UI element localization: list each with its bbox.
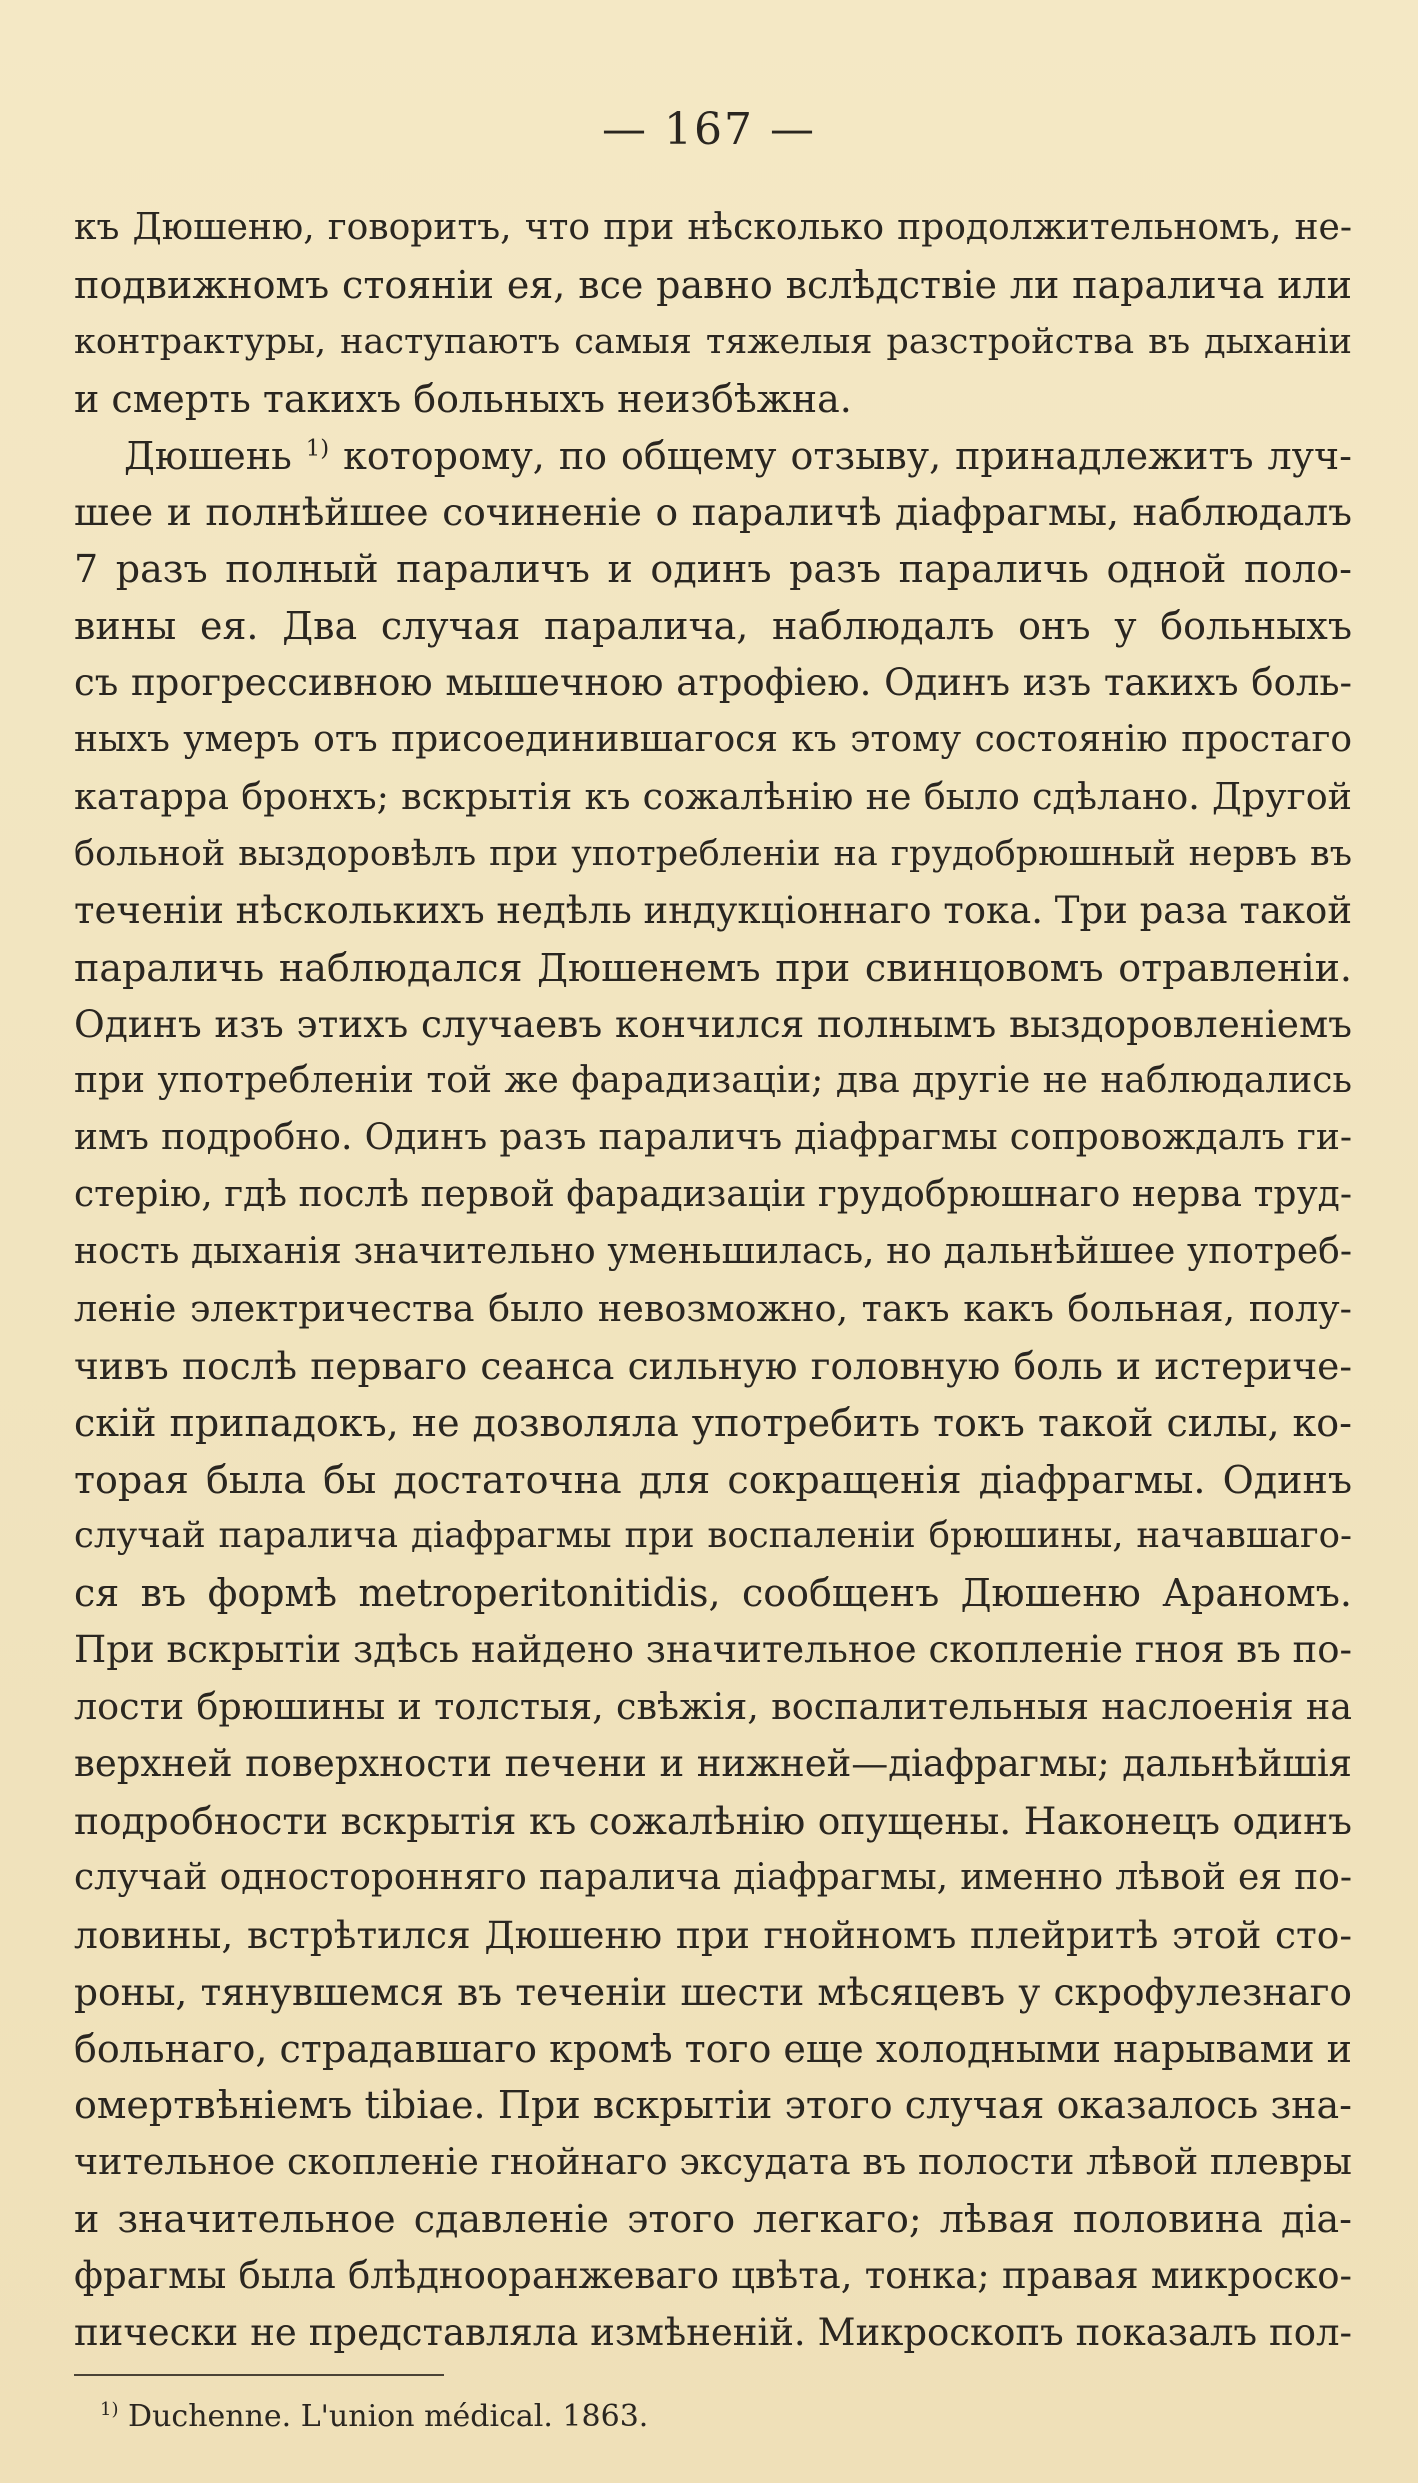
text-line: больнаго, страдавшаго кромѣ того еще холодными нарывами и <box>74 2026 1352 2071</box>
page-number: — 167 — <box>602 104 816 155</box>
text-line: лости брюшины и толстыя, свѣжія, воспалительныя наслоенія на <box>74 1685 1352 1729</box>
text-line: При вскрытіи здѣсь найдено значительное скопленіе гноя въ по- <box>74 1628 1352 1672</box>
text-line: омертвѣніемъ tibiae. При вскрытіи этого случая оказалось зна- <box>74 2083 1352 2128</box>
text-line: и смерть такихъ больныхъ неизбѣжна. <box>74 376 852 421</box>
text-line: ловины, встрѣтился Дюшеню при гнойномъ плейритѣ этой сто- <box>74 1912 1352 1957</box>
text-line: при употребленіи той же фарадизаціи; два другіе не наблюдались <box>74 1060 1352 1102</box>
body-text <box>74 200 1352 2362</box>
author-name: Дюшень <box>124 433 292 478</box>
text-line: случай паралича діафрагмы при воспаленіи брюшины, начавшаго- <box>74 1515 1352 1557</box>
text-line: вины ея. Два случая паралича, наблюдалъ онъ у больныхъ <box>74 604 1352 649</box>
text-line: скій припадокъ, не дозволяла употребить токъ такой силы, ко- <box>74 1400 1352 1445</box>
text-line: стерію, гдѣ послѣ первой фарадизаціи грудобрюшнаго нерва труд- <box>74 1174 1352 1216</box>
text-line: подвижномъ стояніи ея, все равно вслѣдствіе ли паралича или <box>74 262 1352 307</box>
text-line: пически не представляла измѣненій. Микроскопъ показалъ пол- <box>74 2310 1352 2354</box>
text-line: съ прогрессивною мышечною атрофіею. Одинъ изъ такихъ боль- <box>74 661 1352 705</box>
footnote-divider <box>74 2374 444 2376</box>
text-line: роны, тянувшемся въ теченіи шести мѣсяцевъ у скрофулезнаго <box>74 1969 1352 2014</box>
text-line: случай односторонняго паралича діафрагмы, именно лѣвой ея по- <box>74 1856 1352 1898</box>
text-line: больной выздоровѣлъ при употребленіи на грудобрюшный нервъ въ <box>74 833 1352 874</box>
footnote-marker: 1) <box>100 2399 119 2420</box>
text-line: ность дыханія значительно уменьшилась, но дальнѣйшее употреб- <box>74 1231 1352 1273</box>
text-line: къ Дюшеню, говоритъ, что при нѣсколько продолжительномъ, не- <box>74 207 1352 248</box>
text-line: торая была бы достаточна для сокращенія діафрагмы. Одинъ <box>74 1457 1352 1502</box>
text-line-rest: которому, по общему отзыву, принадлежитъ луч- <box>343 433 1352 478</box>
text-line: подробности вскрытія къ сожалѣнію опущены. Наконецъ одинъ <box>74 1798 1352 1843</box>
text-line: чительное скопленіе гнойнаго эксудата въ полости лѣвой плевры <box>74 2140 1352 2184</box>
text-line: ныхъ умеръ отъ присоединившагося къ этому состоянію простаго <box>74 719 1352 761</box>
text-line: шее и полнѣйшее сочиненіе о параличѣ діафрагмы, наблюдалъ <box>74 490 1352 535</box>
footnote-reference: 1) <box>305 434 330 461</box>
text-line: 7 разъ полный параличъ и одинъ разъ параличь одной поло- <box>74 547 1352 592</box>
text-line-with-footnote-ref <box>74 428 1352 485</box>
text-line: верхней поверхности печени и нижней—діафрагмы; дальнѣйшія <box>74 1742 1352 1786</box>
footnote-text: Duchenne. L'union médical. 1863. <box>128 2399 649 2434</box>
text-line: параличь наблюдался Дюшенемъ при свинцовомъ отравленіи. <box>74 945 1352 990</box>
text-line: контрактуры, наступаютъ самыя тяжелыя разстройства въ дыханіи <box>74 321 1352 362</box>
text-line: теченіи нѣсколькихъ недѣль индукціоннаго тока. Три раза такой <box>74 888 1352 932</box>
footnote <box>100 2397 648 2437</box>
text-line: леніе электричества было невозможно, такъ какъ больная, полу- <box>74 1286 1352 1330</box>
text-line: ся въ формѣ metroperitonitidis, сообщенъ Дюшеню Араномъ. <box>74 1571 1352 1616</box>
text-line: имъ подробно. Одинъ разъ параличъ діафрагмы сопровождалъ ги- <box>74 1117 1352 1159</box>
text-line: чивъ послѣ перваго сеанса сильную головную боль и истериче- <box>74 1343 1352 1388</box>
text-line: фрагмы была блѣднооранжеваго цвѣта, тонка; правая микроско- <box>74 2254 1352 2298</box>
text-line: и значительное сдавленіе этого легкаго; лѣвая половина діа- <box>74 2197 1352 2242</box>
text-line: Одинъ изъ этихъ случаевъ кончился полнымъ выздоровленіемъ <box>74 1002 1352 1047</box>
text-line: катарра бронхъ; вскрытія къ сожалѣнію не было сдѣлано. Другой <box>74 774 1352 818</box>
